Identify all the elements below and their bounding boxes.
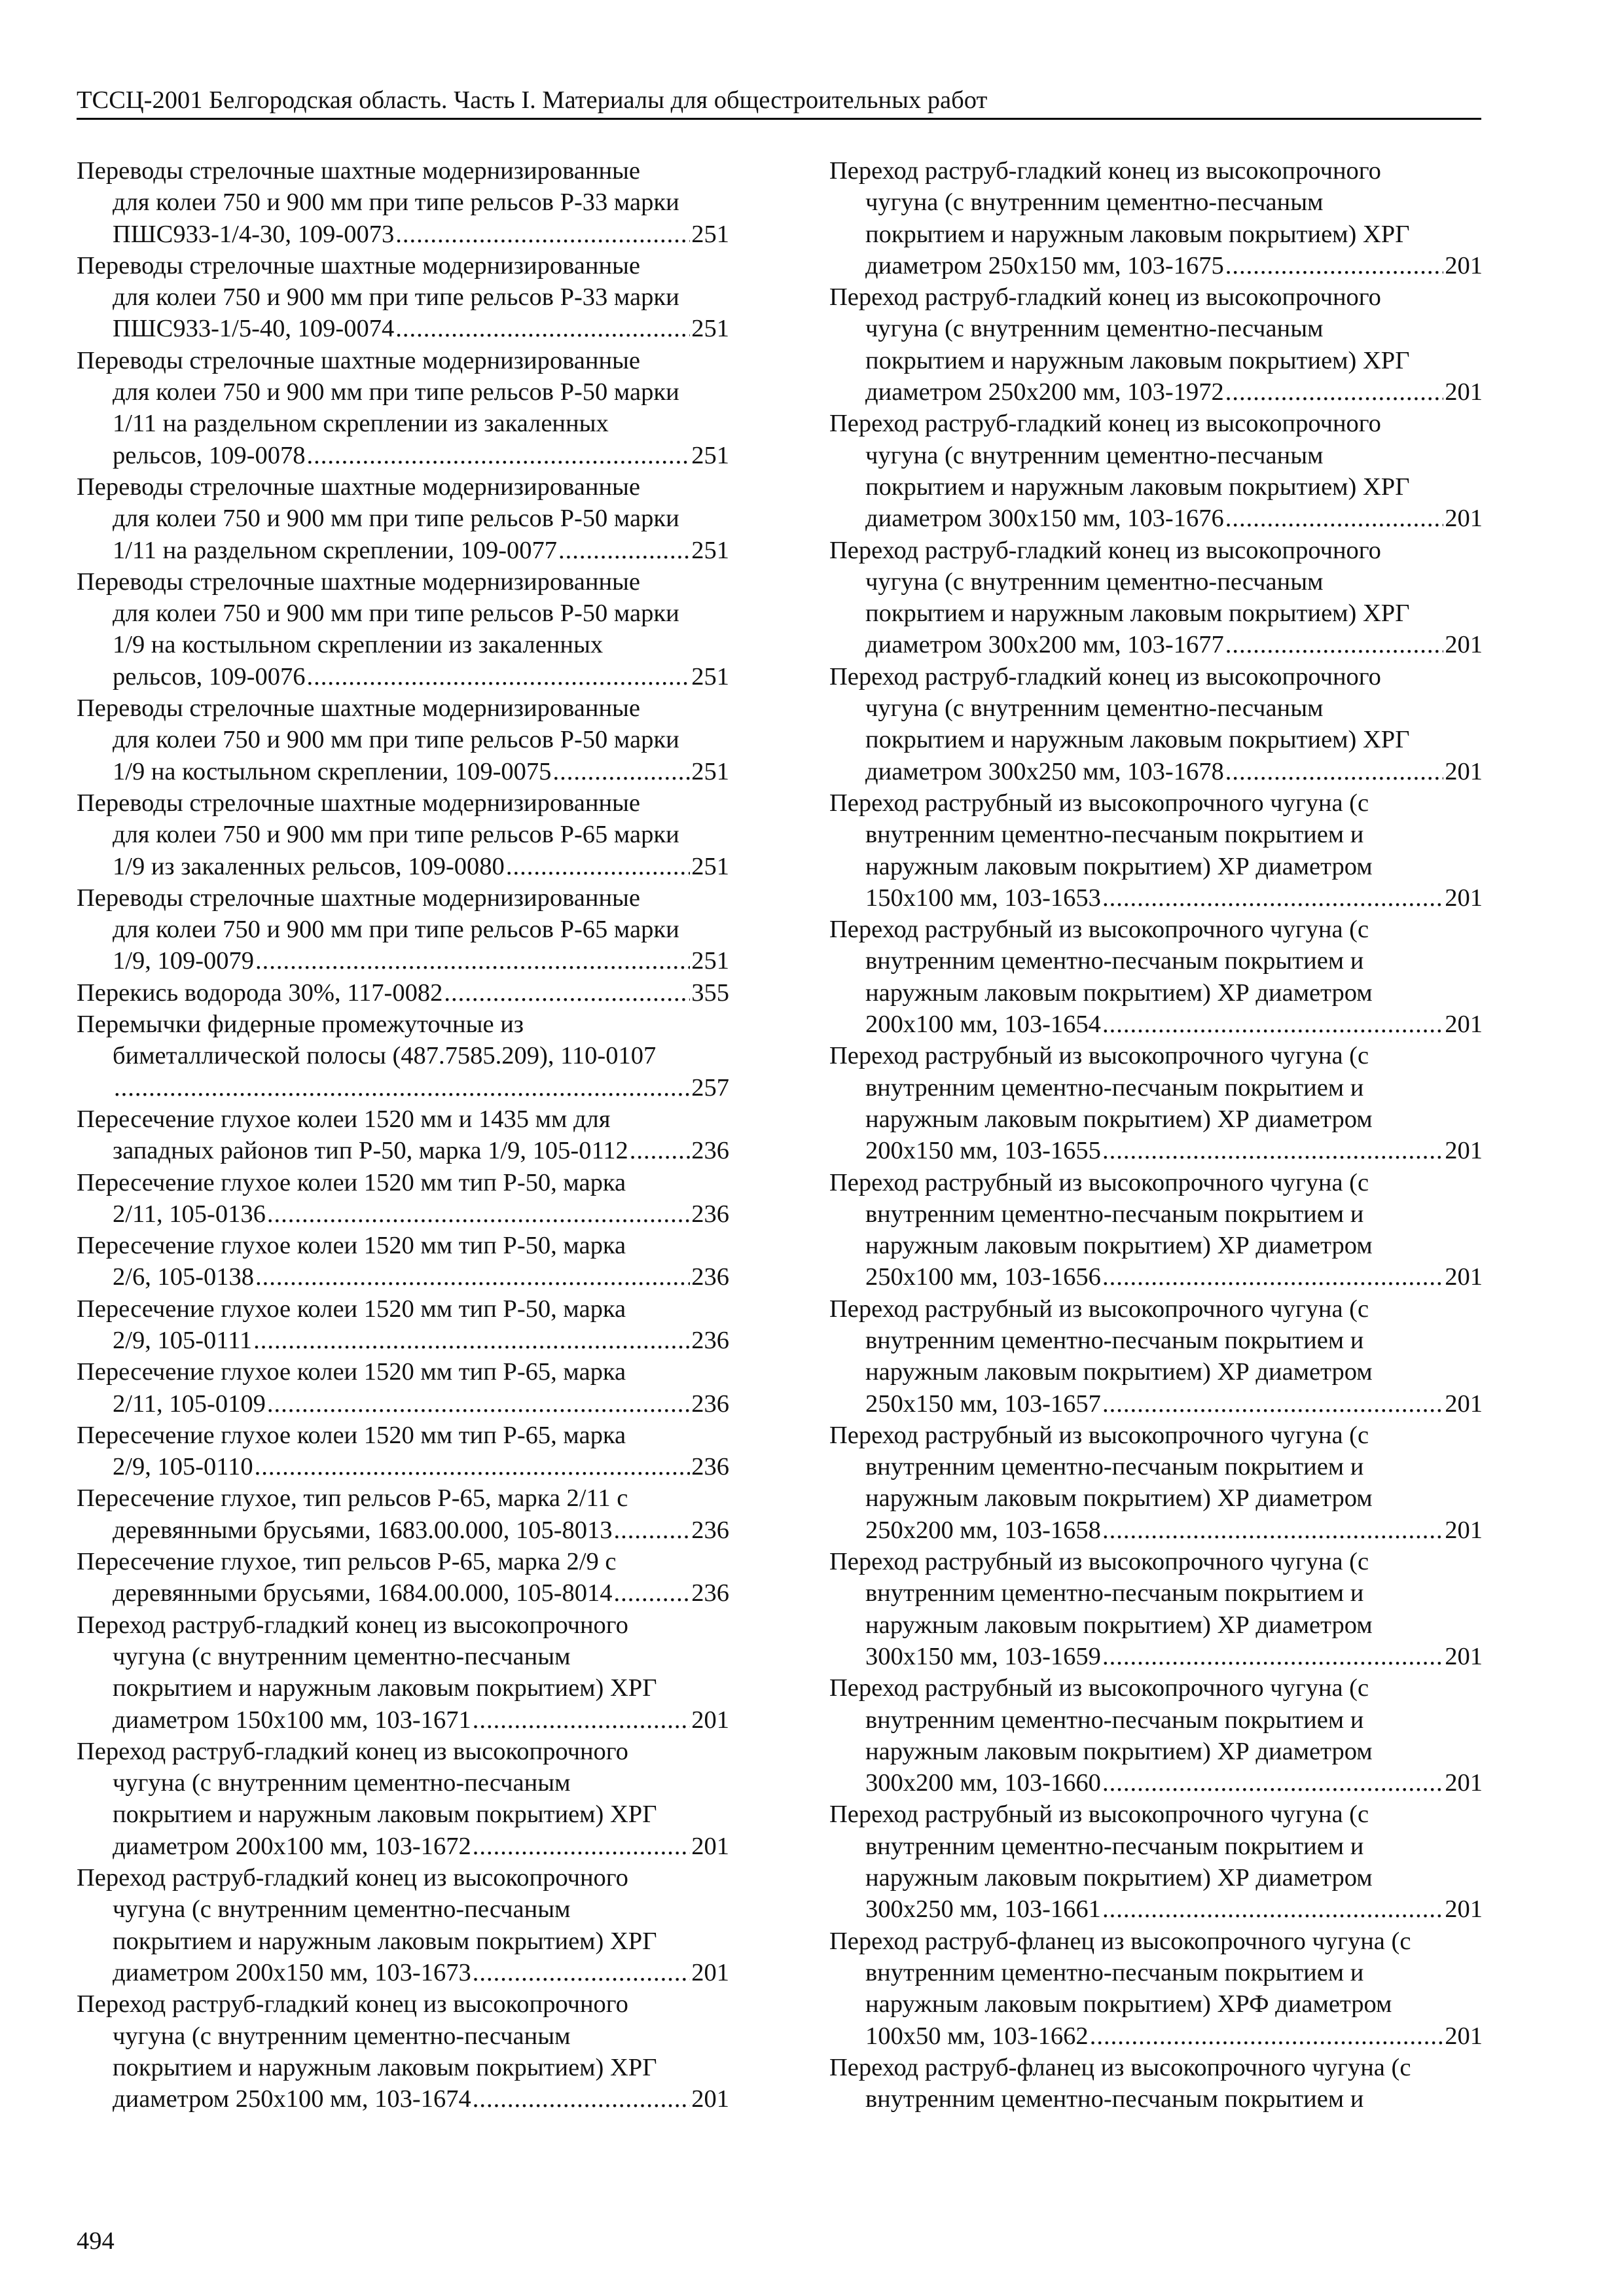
page-header: [77, 84, 1481, 120]
index-entry-text: покрытием и наружным лаковым покрытием) ХРГ: [113, 1927, 657, 1955]
index-entry-text: Переход раструб-гладкий конец из высокопрочного: [829, 662, 1381, 691]
dot-leader: [1102, 1515, 1443, 1546]
index-entry-text: покрытием и наружным лаковым покрытием) ХРГ: [865, 346, 1410, 374]
index-entry-page: 236: [691, 1326, 729, 1354]
dot-leader: [255, 1261, 690, 1293]
index-entry-text: Переводы стрелочные шахтные модернизированные: [77, 884, 641, 912]
index-entry-page: 201: [1445, 1263, 1483, 1291]
dot-leader: [395, 219, 690, 250]
index-entry-text: Пересечение глухое, тип рельсов Р-65, марка 2/11 с: [77, 1484, 628, 1513]
dot-leader: [1225, 250, 1444, 281]
index-entry-page: 236: [691, 1579, 729, 1607]
index-entry-text: внутренним цементно-песчаным покрытием и: [865, 1326, 1364, 1354]
index-entry-text: чугуна (с внутренним цементно-песчаным: [113, 2022, 571, 2050]
index-entry: [829, 1167, 1483, 1293]
index-entry-last-line: [77, 1388, 729, 1420]
index-entry: [77, 155, 729, 250]
index-entry-text: деревянными брусьями, 1684.00.000, 105-8014: [113, 1579, 613, 1607]
index-entry-page: 201: [1445, 378, 1483, 406]
index-entry-text: чугуна (с внутренним цементно-песчаным: [113, 1895, 571, 1924]
index-entry-page: 201: [1445, 251, 1483, 279]
index-entry-text: Пересечение глухое колеи 1520 мм тип Р-65, марка: [77, 1358, 626, 1386]
index-entry-last-line: [77, 851, 729, 882]
index-entry-text: 1/11 на раздельном скреплении, 109-0077: [113, 536, 558, 564]
index-entry: [829, 661, 1483, 787]
index-entry-text: Переход раструб-гладкий конец из высокопрочного: [829, 410, 1381, 438]
index-entry-text: 300х150 мм, 103-1659: [865, 1642, 1101, 1670]
index-entry-page: 251: [691, 315, 729, 343]
index-entry-page: 201: [691, 2085, 729, 2113]
index-entry-last-line: [77, 1451, 729, 1482]
index-entry-text: диаметром 200х100 мм, 103-1672: [113, 1832, 471, 1860]
index-entry-text: наружным лаковым покрытием) ХР диаметром: [865, 1232, 1373, 1260]
dot-leader: [473, 2083, 691, 2115]
index-entry-text: Пересечение глухое, тип рельсов Р-65, марка 2/9 с: [77, 1548, 617, 1576]
index-entry-text: покрытием и наружным лаковым покрытием) ХРГ: [113, 1674, 657, 1702]
index-entry-last-line: [829, 882, 1483, 914]
index-entry-page: 236: [691, 1390, 729, 1418]
index-entry-page: 251: [691, 536, 729, 564]
index-entry-text: ПШС933-1/5-40, 109-0074: [113, 315, 395, 343]
index-entry-text: Переход раструб-гладкий конец из высокопрочного: [829, 283, 1381, 312]
index-entry-last-line: [77, 945, 729, 977]
index-entry-page: 251: [691, 852, 729, 880]
index-entry-text: диаметром 300х200 мм, 103-1677: [865, 631, 1224, 659]
page-number: 494: [77, 2227, 115, 2255]
index-entry-last-line: [829, 250, 1483, 281]
dot-leader: [552, 756, 690, 787]
index-entry: [829, 1040, 1483, 1166]
index-entry-text: чугуна (с внутренним цементно-песчаным: [865, 694, 1324, 723]
index-entry-text: покрытием и наружным лаковым покрытием) ХРГ: [865, 600, 1410, 628]
index-entry-text: для колеи 750 и 900 мм при типе рельсов Р-50 марки: [113, 505, 679, 533]
index-entry-text: 300х200 мм, 103-1660: [865, 1769, 1101, 1797]
index-entry-text: наружным лаковым покрытием) ХР диаметром: [865, 978, 1373, 1007]
index-entry-text: диаметром 250х200 мм, 103-1972: [865, 378, 1224, 406]
index-entry: [77, 1103, 729, 1167]
index-entry-last-line: [829, 376, 1483, 408]
index-entry-text: диаметром 300х250 мм, 103-1678: [865, 757, 1224, 785]
index-entry-page: 251: [691, 662, 729, 691]
index-entry-last-line: [829, 756, 1483, 787]
dot-leader: [1225, 629, 1444, 660]
dot-leader: [614, 1577, 691, 1609]
index-entry-text: Переход раструбный из высокопрочного чугуна (с: [829, 1674, 1369, 1702]
index-entry-text: 250х100 мм, 103-1656: [865, 1263, 1101, 1291]
dot-leader: [473, 1704, 691, 1736]
index-entry: [829, 1672, 1483, 1799]
index-entry-text: Переводы стрелочные шахтные модернизированные: [77, 157, 641, 185]
index-entry-last-line: [77, 1261, 729, 1293]
index-entry-text: покрытием и наружным лаковым покрытием) ХРГ: [113, 1801, 657, 1829]
index-entry-text: покрытием и наружным лаковым покрытием) ХРГ: [865, 220, 1410, 248]
header-title: ТССЦ-2001 Белгородская область. Часть I. Материалы для общестроительных работ: [77, 86, 988, 114]
index-entry: [829, 1926, 1483, 2052]
index-entry-text: 1/9 из закаленных рельсов, 109-0080: [113, 852, 505, 880]
index-entry-text: биметаллической полосы (487.7585.209), 110-0107: [113, 1042, 657, 1070]
index-entry-last-line: [77, 1515, 729, 1546]
index-entry: [77, 1293, 729, 1357]
dot-leader: [473, 1957, 691, 1988]
index-entry-page: 201: [1445, 1390, 1483, 1418]
index-entry-last-line: [77, 535, 729, 566]
index-entry-text: 100х50 мм, 103-1662: [865, 2022, 1089, 2050]
index-entry-page: 251: [691, 757, 729, 785]
index-entry-text: Переход раструб-гладкий конец из высокопрочного: [829, 157, 1381, 185]
index-entry-last-line: [77, 440, 729, 471]
index-entry-text: Переводы стрелочные шахтные модернизированные: [77, 694, 641, 723]
index-entry: [77, 977, 729, 1009]
index-entry-text: диаметром 150х100 мм, 103-1671: [113, 1706, 471, 1734]
index-entry-text: 1/9, 109-0079: [113, 947, 255, 975]
index-entry-text: Переход раструбный из высокопрочного чугуна (с: [829, 1421, 1369, 1449]
index-entry-text: 250х200 мм, 103-1658: [865, 1516, 1101, 1544]
index-entry-text: чугуна (с внутренним цементно-песчаным: [113, 1642, 571, 1670]
index-entry-text: ПШС933-1/4-30, 109-0073: [113, 220, 395, 248]
dot-leader: [1090, 2020, 1444, 2052]
index-entry: [829, 1546, 1483, 1672]
dot-leader: [1102, 1893, 1443, 1925]
index-entry-page: 201: [691, 1706, 729, 1734]
index-entry-text: 300х250 мм, 103-1661: [865, 1895, 1101, 1924]
index-entry-text: наружным лаковым покрытием) ХР диаметром: [865, 852, 1373, 880]
index-entry: [77, 471, 729, 566]
dot-leader: [306, 661, 690, 692]
index-entry-page: 201: [1445, 631, 1483, 659]
index-entry-text: покрытием и наружным лаковым покрытием) ХРГ: [865, 473, 1410, 501]
index-entry: [829, 408, 1483, 534]
index-entry-text: 2/9, 105-0110: [113, 1453, 253, 1481]
index-entry-last-line: [829, 629, 1483, 660]
index-entry: [829, 1293, 1483, 1420]
index-entry-text: чугуна (с внутренним цементно-песчаным: [865, 315, 1324, 343]
index-entry-text: внутренним цементно-песчаным покрытием и: [865, 1453, 1364, 1481]
index-entry-text: внутренним цементно-песчаным покрытием и: [865, 1579, 1364, 1607]
index-entry-last-line: [829, 1009, 1483, 1040]
index-entry-text: Переход раструб-гладкий конец из высокопрочного: [77, 1611, 628, 1639]
index-entry-text: внутренним цементно-песчаным покрытием и: [865, 1958, 1364, 1986]
index-entry-text: Переводы стрелочные шахтные модернизированные: [77, 473, 641, 501]
index-entry: [77, 566, 729, 692]
index-entry-page: 236: [691, 1200, 729, 1228]
index-entry-page: 201: [1445, 1895, 1483, 1924]
index-entry: [77, 787, 729, 882]
index-entry-page: 236: [691, 1263, 729, 1291]
index-entry-page: 201: [691, 1958, 729, 1986]
dot-leader: [444, 977, 690, 1009]
index-entry-page: 201: [691, 1832, 729, 1860]
index-entry-last-line: [77, 1072, 729, 1103]
index-entry-page: 201: [1445, 505, 1483, 533]
index-entry-text: внутренним цементно-песчаным покрытием и: [865, 1073, 1364, 1102]
index-entry: [829, 535, 1483, 661]
dot-leader: [630, 1135, 690, 1166]
index-entry-text: Пересечение глухое колеи 1520 мм и 1435 мм для: [77, 1105, 611, 1133]
index-entry-last-line: [77, 1135, 729, 1166]
index-entry-text: Пересечение глухое колеи 1520 мм тип Р-50, марка: [77, 1295, 626, 1323]
index-entry-text: Переход раструб-фланец из высокопрочного чугуна (с: [829, 1927, 1411, 1955]
dot-leader: [614, 1515, 691, 1546]
dot-leader: [1225, 756, 1444, 787]
index-entry-page: 251: [691, 220, 729, 248]
index-entry-text: 2/9, 105-0111: [113, 1326, 253, 1354]
index-entry-text: Переход раструбный из высокопрочного чугуна (с: [829, 789, 1369, 817]
index-entry-text: рельсов, 109-0078: [113, 441, 306, 469]
index-entry-last-line: [77, 661, 729, 692]
dot-leader: [1225, 376, 1444, 408]
index-entry: [77, 1420, 729, 1483]
index-entry: [77, 1736, 729, 1862]
index-entry-text: рельсов, 109-0076: [113, 662, 306, 691]
index-entry-text: для колеи 750 и 900 мм при типе рельсов Р-65 марки: [113, 821, 679, 849]
index-entry-text: западных районов тип Р-50, марка 1/9, 105-0112: [113, 1137, 628, 1165]
index-entry-text: Переводы стрелочные шахтные модернизированные: [77, 567, 641, 596]
dot-leader: [1102, 1388, 1443, 1420]
index-entry-last-line: [77, 1704, 729, 1736]
dot-leader: [506, 851, 690, 882]
index-entry: [77, 1609, 729, 1736]
index-entry-last-line: [77, 1325, 729, 1356]
index-entry-page: 201: [1445, 1642, 1483, 1670]
index-entry-text: 250х150 мм, 103-1657: [865, 1390, 1101, 1418]
index-entry-last-line: [829, 503, 1483, 534]
index-entry-text: Переход раструб-гладкий конец из высокопрочного: [77, 1864, 628, 1892]
index-entry-text: внутренним цементно-песчаным покрытием и: [865, 1200, 1364, 1228]
index-entry-page: 201: [1445, 1137, 1483, 1165]
index-entry-text: 200х150 мм, 103-1655: [865, 1137, 1101, 1165]
index-entry-text: покрытием и наружным лаковым покрытием) ХРГ: [113, 2053, 657, 2081]
index-entry-last-line: [829, 1388, 1483, 1420]
index-entry-text: Пересечение глухое колеи 1520 мм тип Р-50, марка: [77, 1168, 626, 1196]
index-entry-text: диаметром 250х150 мм, 103-1675: [865, 251, 1224, 279]
index-entry-text: покрытием и наружным лаковым покрытием) ХРГ: [865, 726, 1410, 754]
dot-leader: [1102, 1641, 1443, 1672]
index-entry: [829, 787, 1483, 914]
index-entry-last-line: [829, 1135, 1483, 1166]
index-entry-text: Переход раструбный из высокопрочного чугуна (с: [829, 1548, 1369, 1576]
index-entry-text: Переход раструбный из высокопрочного чугуна (с: [829, 916, 1369, 944]
index-entry-text: Переход раструб-гладкий конец из высокопрочного: [77, 1990, 628, 2018]
index-entry-page: 236: [691, 1516, 729, 1544]
index-entry-text: Пересечение глухое колеи 1520 мм тип Р-65, марка: [77, 1421, 626, 1449]
index-entry-page: 201: [1445, 1769, 1483, 1797]
dot-leader: [267, 1388, 690, 1420]
dot-leader: [1225, 503, 1444, 534]
dot-leader: [114, 1072, 690, 1103]
index-entry-last-line: [77, 977, 729, 1009]
dot-leader: [1102, 1261, 1443, 1293]
index-entry-page: 251: [691, 947, 729, 975]
index-entry: [77, 1482, 729, 1546]
index-entry-text: чугуна (с внутренним цементно-песчаным: [865, 441, 1324, 469]
index-entry-text: диаметром 200х150 мм, 103-1673: [113, 1958, 471, 1986]
index-entry: [829, 914, 1483, 1040]
index-entry-text: 2/11, 105-0136: [113, 1200, 266, 1228]
index-entry: [77, 1167, 729, 1230]
index-entry: [77, 1988, 729, 2115]
index-entry-last-line: [829, 1893, 1483, 1925]
index-entry-text: 2/11, 105-0109: [113, 1390, 266, 1418]
index-entry: [77, 1546, 729, 1609]
index-entry-text: наружным лаковым покрытием) ХР диаметром: [865, 1358, 1373, 1386]
index-entry-text: наружным лаковым покрытием) ХР диаметром: [865, 1105, 1373, 1133]
index-entry-text: Переход раструб-гладкий конец из высокопрочного: [77, 1737, 628, 1765]
index-entry-page: 201: [1445, 757, 1483, 785]
index-entry-last-line: [77, 756, 729, 787]
index-entry: [829, 1420, 1483, 1546]
index-entry-text: наружным лаковым покрытием) ХРФ диаметром: [865, 1990, 1392, 2018]
dot-leader: [1102, 1767, 1443, 1799]
index-entry-text: 1/11 на раздельном скреплении из закаленных: [113, 410, 609, 438]
index-entry-last-line: [829, 1261, 1483, 1293]
index-entry-page: 355: [691, 978, 729, 1007]
index-column-left: [77, 155, 729, 2115]
index-entry-last-line: [829, 2020, 1483, 2052]
dot-leader: [1102, 1135, 1443, 1166]
index-entry-text: для колеи 750 и 900 мм при типе рельсов Р-33 марки: [113, 283, 679, 312]
index-entry-text: Перекись водорода 30%, 117-0082: [77, 978, 443, 1007]
index-entry-text: чугуна (с внутренним цементно-песчаным: [865, 567, 1324, 596]
index-entry-text: внутренним цементно-песчаным покрытием и: [865, 821, 1364, 849]
index-entry-last-line: [829, 1767, 1483, 1799]
dot-leader: [306, 440, 690, 471]
index-entry-text: Переводы стрелочные шахтные модернизированные: [77, 346, 641, 374]
index-entry: [829, 155, 1483, 281]
index-entry-text: 1/9 на костыльном скреплении из закаленных: [113, 631, 604, 659]
dot-leader: [255, 945, 690, 977]
index-entry-text: диаметром 300х150 мм, 103-1676: [865, 505, 1224, 533]
index-entry-last-line: [77, 2083, 729, 2115]
index-entry: [77, 1356, 729, 1420]
index-entry-text: внутренним цементно-песчаным покрытием и: [865, 1706, 1364, 1734]
dot-leader: [267, 1198, 690, 1230]
index-entry: [77, 692, 729, 787]
index-entry-text: наружным лаковым покрытием) ХР диаметром: [865, 1864, 1373, 1892]
index-entry-text: 200х100 мм, 103-1654: [865, 1011, 1101, 1039]
index-entry-text: наружным лаковым покрытием) ХР диаметром: [865, 1737, 1373, 1765]
index-entry-text: Переход раструбный из высокопрочного чугуна (с: [829, 1042, 1369, 1070]
dot-leader: [473, 1831, 691, 1862]
index-entry-text: Переход раструб-гладкий конец из высокопрочного: [829, 536, 1381, 564]
index-entry: [77, 882, 729, 977]
index-entry-page: 257: [691, 1073, 729, 1102]
index-entry-text: диаметром 250х100 мм, 103-1674: [113, 2085, 471, 2113]
index-entry-text: для колеи 750 и 900 мм при типе рельсов Р-50 марки: [113, 378, 679, 406]
index-entry-last-line: [77, 1957, 729, 1988]
index-entry-page: 236: [691, 1137, 729, 1165]
index-entry-page: 201: [1445, 1516, 1483, 1544]
index-entry-last-line: [77, 1577, 729, 1609]
index-entry-text: 2/6, 105-0138: [113, 1263, 255, 1291]
index-entry-text: 1/9 на костыльном скреплении, 109-0075: [113, 757, 552, 785]
index-entry-text: Переход раструб-фланец из высокопрочного чугуна (с: [829, 2053, 1411, 2081]
index-entry-last-line: [829, 1515, 1483, 1546]
index-entry: [829, 281, 1483, 408]
dot-leader: [253, 1325, 690, 1356]
index-entry-last-line: [77, 1198, 729, 1230]
index-entry-text: внутренним цементно-песчаным покрытием и: [865, 1832, 1364, 1860]
index-entry-text: Переводы стрелочные шахтные модернизированные: [77, 789, 641, 817]
index-entry-text: Переход раструбный из высокопрочного чугуна (с: [829, 1801, 1369, 1829]
index-entry-text: чугуна (с внутренним цементно-песчаным: [865, 188, 1324, 217]
index-entry-text: для колеи 750 и 900 мм при типе рельсов Р-50 марки: [113, 600, 679, 628]
index-entry-last-line: [829, 1641, 1483, 1672]
index-entry: [77, 345, 729, 471]
index-entry: [77, 250, 729, 345]
index-entry-page: 236: [691, 1453, 729, 1481]
dot-leader: [395, 313, 690, 344]
index-entry-text: Переводы стрелочные шахтные модернизированные: [77, 251, 641, 279]
index-entry: [829, 1799, 1483, 1925]
index-entry-last-line: [77, 313, 729, 344]
index-entry-text: Пересечение глухое колеи 1520 мм тип Р-50, марка: [77, 1232, 626, 1260]
index-entry: [829, 2052, 1483, 2115]
index-entry-text: наружным лаковым покрытием) ХР диаметром: [865, 1611, 1373, 1639]
index-entry-last-line: [77, 219, 729, 250]
dot-leader: [255, 1451, 691, 1482]
index-entry-text: для колеи 750 и 900 мм при типе рельсов Р-50 марки: [113, 726, 679, 754]
index-entry-last-line: [77, 1831, 729, 1862]
dot-leader: [1102, 882, 1443, 914]
index-entry-text: 150х100 мм, 103-1653: [865, 884, 1101, 912]
index-entry-page: 201: [1445, 884, 1483, 912]
dot-leader: [1102, 1009, 1443, 1040]
index-entry-text: Переход раструбный из высокопрочного чугуна (с: [829, 1168, 1369, 1196]
index-entry-text: внутренним цементно-песчаным покрытием и: [865, 947, 1364, 975]
index-column-right: [829, 155, 1483, 2115]
index-entry-text: для колеи 750 и 900 мм при типе рельсов Р-33 марки: [113, 188, 679, 217]
index-entry-page: 201: [1445, 2022, 1483, 2050]
index-entry-text: для колеи 750 и 900 мм при типе рельсов Р-65 марки: [113, 916, 679, 944]
index-entry-text: Переход раструбный из высокопрочного чугуна (с: [829, 1295, 1369, 1323]
index-entry-text: деревянными брусьями, 1683.00.000, 105-8013: [113, 1516, 613, 1544]
index-entry-page: 201: [1445, 1011, 1483, 1039]
index-entry-text: наружным лаковым покрытием) ХР диаметром: [865, 1484, 1373, 1513]
index-entry-text: Перемычки фидерные промежуточные из: [77, 1011, 524, 1039]
dot-leader: [558, 535, 690, 566]
index-entry: [77, 1862, 729, 1988]
index-entry: [77, 1230, 729, 1293]
index-entry: [77, 1009, 729, 1103]
index-entry-text: внутренним цементно-песчаным покрытием и: [865, 2085, 1364, 2113]
index-entry-page: 251: [691, 441, 729, 469]
index-entry-text: чугуна (с внутренним цементно-песчаным: [113, 1769, 571, 1797]
